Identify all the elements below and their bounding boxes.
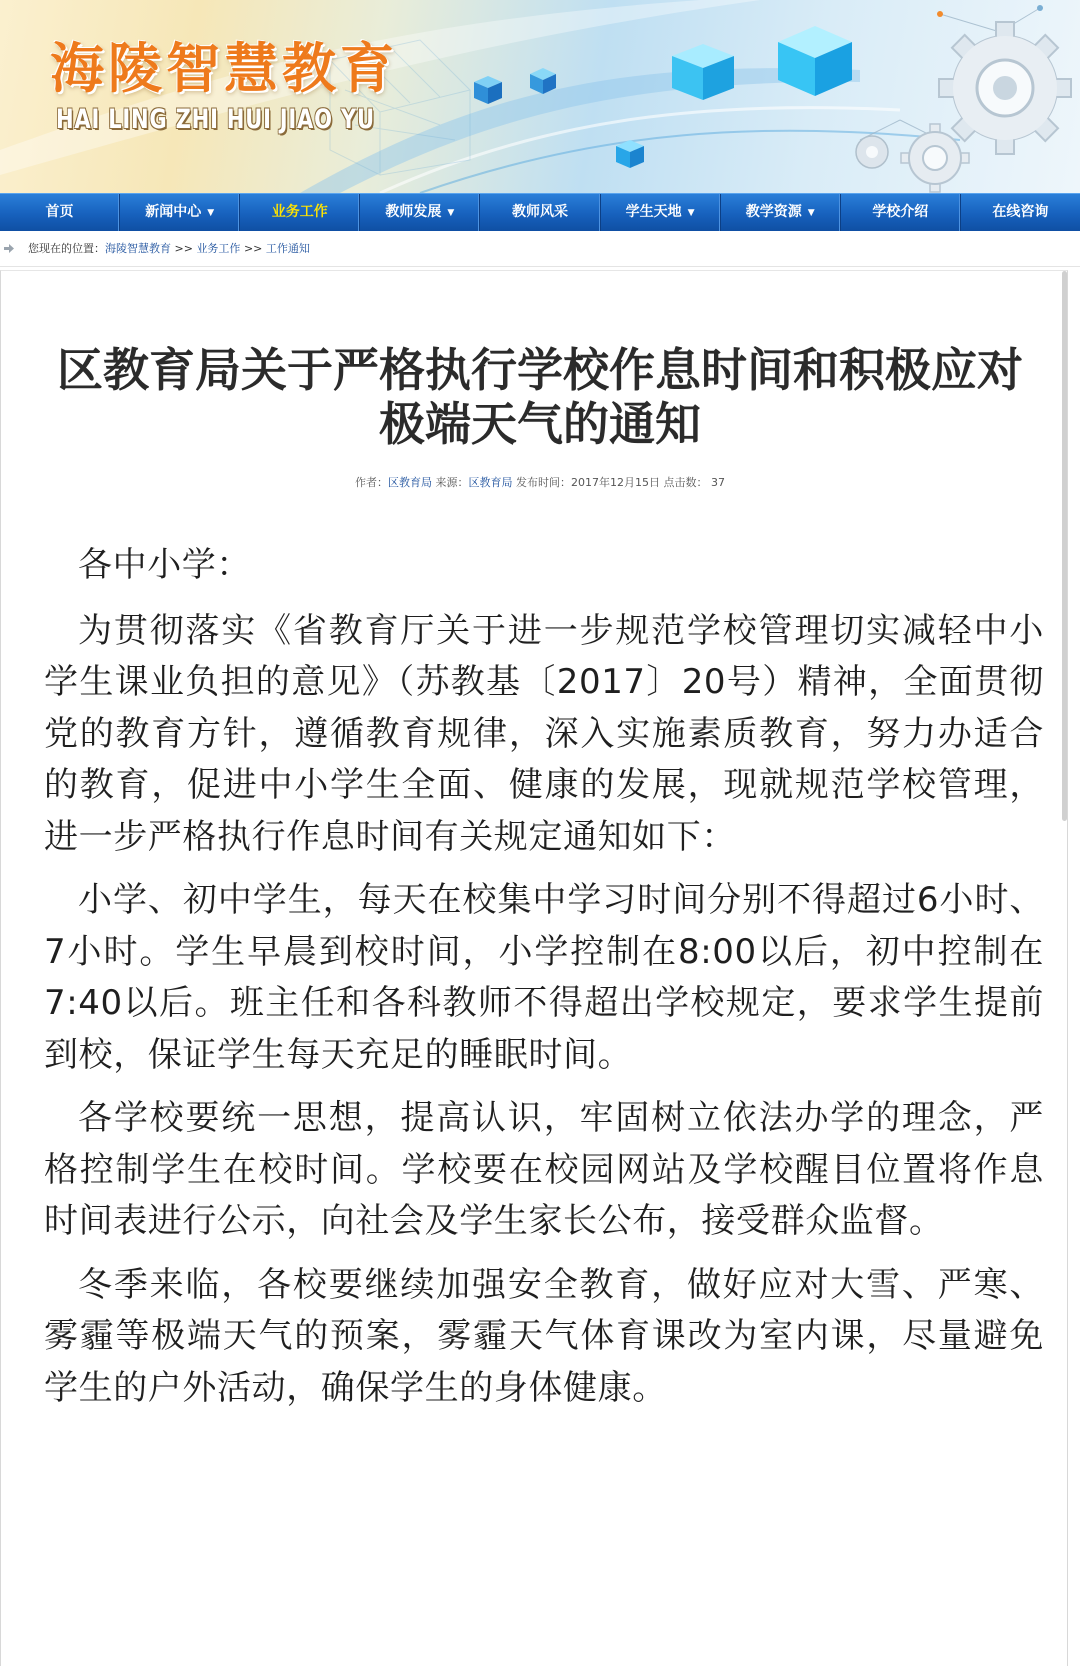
site-banner [0, 0, 1080, 193]
main-nav [0, 193, 1080, 231]
article-meta [0, 474, 1080, 490]
nav-item-online-consult[interactable] [961, 194, 1080, 231]
breadcrumb [0, 232, 1080, 267]
nav-item-students[interactable] [601, 194, 721, 231]
meta-author-label: 作者： [355, 476, 388, 489]
article-paragraph: 为贯彻落实《省教育厅关于进一步规范学校管理切实减轻中小学生课业负担的意见》（苏教基〔2017〕20号）精神，全面贯彻党的教育方针，遵循教育规律，深入实施素质教育，努力办适合的教育，促进中小学生全面、健康的发展，现就规范学校管理，进一步严格执行作息时间有关规定通知如下： [44, 610, 1044, 857]
nav-item-label: 教学资源 [745, 204, 802, 220]
breadcrumb-trail [28, 232, 310, 266]
dropdown-arrow-icon: ▼ [807, 208, 815, 218]
gear-icon [939, 22, 1071, 154]
nav-item-label: 学生天地 [625, 204, 682, 220]
nav-item-resources[interactable] [721, 194, 841, 231]
cube-icon [672, 44, 734, 100]
meta-date-label: 发布时间： [516, 476, 571, 489]
dropdown-arrow-icon: ▼ [207, 208, 215, 218]
meta-date: 2017年12月15日 [571, 476, 660, 489]
article-title: 区教育局关于严格执行学校作息时间和积极应对极端天气的通知 [57, 342, 1023, 451]
site-subtitle: HAI LING ZHI HUI JIAO YU [56, 104, 375, 135]
breadcrumb-separator: >> [174, 242, 193, 255]
breadcrumb-link-home[interactable]: 海陵智慧教育 [105, 242, 171, 255]
nav-item-business[interactable] [240, 194, 360, 231]
nav-item-label: 学校介绍 [872, 204, 929, 220]
nav-item-teacher-development[interactable] [360, 194, 480, 231]
cube-icon [616, 140, 644, 168]
meta-clicks: 37 [711, 476, 725, 489]
dropdown-arrow-icon: ▼ [687, 208, 695, 218]
breadcrumb-link-notices[interactable]: 工作通知 [265, 242, 310, 255]
site-title: 海陵智慧教育 [50, 36, 398, 100]
cube-icon [474, 76, 502, 104]
nav-item-label: 业务工作 [271, 204, 328, 220]
nav-item-label: 在线咨询 [992, 204, 1049, 220]
nav-item-label: 新闻中心 [145, 204, 202, 220]
dropdown-arrow-icon: ▼ [447, 208, 455, 218]
cube-icon [530, 68, 556, 94]
article-paragraph: 冬季来临，各校要继续加强安全教育，做好应对大雪、严寒、雾霾等极端天气的预案，雾霾天气体育课改为室内课，尽量避免学生的户外活动，确保学生的身体健康。 [44, 1264, 1044, 1408]
nav-item-label: 教师风采 [511, 204, 568, 220]
breadcrumb-separator: >> [243, 242, 263, 255]
meta-author: 区教育局 [388, 476, 432, 489]
article-paragraph: 各学校要统一思想，提高认识，牢固树立依法办学的理念，严格控制学生在校时间。学校要在校园网站及学校醒目位置将作息时间表进行公示，向社会及学生家长公布，接受群众监督。 [44, 1098, 1044, 1241]
article-salutation: 各中小学： [78, 545, 251, 585]
article-paragraph: 小学、初中学生，每天在校集中学习时间分别不得超过6小时、7小时。学生早晨到校时间，小学控制在8:00以后，初中控制在7:40以后。班主任和各科教师不得超出学校规定，要求学生提前到校，保证学生每天充足的睡眠时间。 [44, 880, 1044, 1075]
breadcrumb-prefix: 您现在的位置： [28, 242, 105, 255]
nav-item-label: 教师发展 [385, 204, 442, 220]
nav-item-news[interactable] [120, 194, 240, 231]
meta-source: 区教育局 [468, 476, 513, 489]
nav-item-label: 首页 [45, 204, 74, 220]
nav-item-home[interactable] [0, 194, 120, 231]
nav-item-teacher-showcase[interactable] [480, 194, 600, 231]
meta-source-label: 来源： [435, 476, 469, 489]
cube-icon [778, 26, 852, 96]
nav-item-school-intro[interactable] [841, 194, 961, 231]
meta-clicks-label: 点击数： [663, 476, 708, 489]
scrollbar-thumb[interactable] [1062, 271, 1067, 821]
gear-icon [856, 136, 888, 168]
breadcrumb-link-business[interactable]: 业务工作 [196, 242, 241, 255]
article-body [44, 540, 1044, 1426]
arrow-right-icon [4, 244, 14, 253]
